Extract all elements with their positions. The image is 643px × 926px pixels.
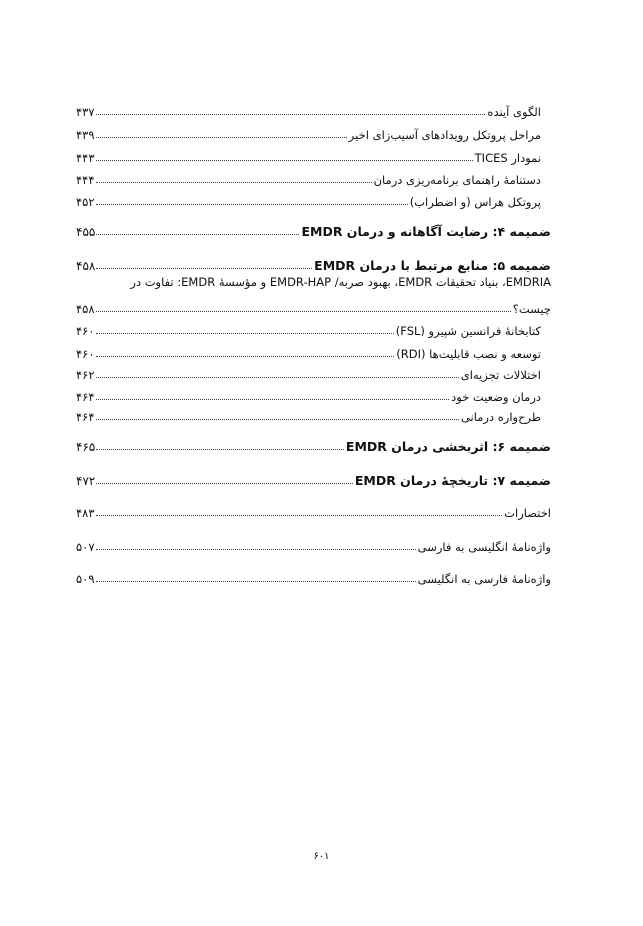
toc-entry[interactable] xyxy=(76,534,551,554)
toc-appendix-title: ضمیمه ۷: تاریخچهٔ درمان EMDR xyxy=(354,473,551,488)
toc-entry-page: ۴۶۴ xyxy=(76,390,95,404)
toc-entry-page: ۴۸۳ xyxy=(76,506,95,520)
dot-leader xyxy=(96,133,347,138)
toc-entry[interactable] xyxy=(76,318,551,338)
dot-leader xyxy=(96,110,486,115)
toc-entry[interactable] xyxy=(76,99,551,119)
toc-entry-title: طرح‌واره درمانی xyxy=(460,410,541,424)
dot-leader xyxy=(96,178,372,183)
dot-leader xyxy=(96,264,312,269)
dot-leader xyxy=(96,479,353,484)
toc-appendix-entry[interactable] xyxy=(76,219,551,239)
toc-entry[interactable] xyxy=(76,341,551,361)
toc-entry-title: اختلالات تجزیه‌ای xyxy=(460,368,541,382)
toc-appendix-entry[interactable] xyxy=(76,253,551,273)
dot-leader xyxy=(96,577,416,582)
toc-entry[interactable] xyxy=(76,189,551,209)
toc-appendix-page: ۴۵۸ xyxy=(76,259,96,273)
toc-entry-title: واژه‌نامهٔ فارسی به انگلیسی xyxy=(417,572,551,586)
toc-entry-page: ۴۳۹ xyxy=(76,128,95,142)
toc-entry[interactable] xyxy=(76,296,551,316)
toc-entry[interactable] xyxy=(76,122,551,142)
dot-leader xyxy=(96,373,459,378)
toc-entry-wrapped-line[interactable]: EMDRIA، بنیاد تحقیقات EMDR، بهبود صربه/ EMDR-HAP و مؤسسهٔ EMDR: تفاوت در xyxy=(130,275,551,289)
toc-entry-page: ۴۵۲ xyxy=(76,195,95,209)
toc-entry-title: درمان وضعیت خود xyxy=(451,390,541,404)
dot-leader xyxy=(96,307,511,312)
toc-entry[interactable] xyxy=(76,566,551,586)
toc-entry[interactable] xyxy=(76,167,551,187)
dot-leader xyxy=(96,445,344,450)
toc-entry-title: مراحل پروتکل رویدادهای آسیب‌زای اخیر xyxy=(348,128,541,142)
toc-entry-page: ۴۳۷ xyxy=(76,105,95,119)
toc-entry[interactable] xyxy=(76,362,551,382)
toc-entry-title: چیست؟ xyxy=(512,302,551,316)
dot-leader xyxy=(96,395,450,400)
toc-appendix-title: ضمیمه ۶: اثربخشی درمان EMDR xyxy=(345,439,551,454)
toc-entry-title: دستنامهٔ راهنمای برنامه‌ریزی درمان xyxy=(373,173,541,187)
toc-entry[interactable] xyxy=(76,500,551,520)
dot-leader xyxy=(96,230,299,235)
toc-appendix-page: ۴۵۵ xyxy=(76,225,96,239)
toc-entry-page: ۵۰۹ xyxy=(76,572,95,586)
toc-entry-title: الگوی آینده xyxy=(487,105,541,119)
toc-appendix-entry[interactable] xyxy=(76,434,551,454)
toc-appendix-page: ۴۷۲ xyxy=(76,474,96,488)
dot-leader xyxy=(96,352,395,357)
page-number: ۶۰۱ xyxy=(313,851,330,862)
toc-appendix-page: ۴۶۵ xyxy=(76,440,96,454)
toc-appendix-title: ضمیمه ۴: رضایت آگاهانه و درمان EMDR xyxy=(301,224,551,239)
dot-leader xyxy=(96,200,408,205)
toc-entry-page: ۴۴۳ xyxy=(76,151,95,165)
toc-entry[interactable] xyxy=(76,384,551,404)
toc-entry-page: ۴۴۴ xyxy=(76,173,95,187)
toc-entry-page: ۴۶۰ xyxy=(76,324,95,338)
toc-entry-title: کتابخانهٔ فرانسین شپیرو (FSL) xyxy=(395,324,541,338)
toc-entry-title: توسعه و نصب قابلیت‌ها (RDI) xyxy=(396,347,541,361)
toc-entry[interactable] xyxy=(76,145,551,165)
toc-entry-page: ۵۰۷ xyxy=(76,540,95,554)
toc-entry-page: ۴۶۲ xyxy=(76,368,95,382)
toc-entry-page: ۴۵۸ xyxy=(76,302,95,316)
toc-entry-title: پروتکل هراس (و اضطراب) xyxy=(409,195,541,209)
toc-entry-title: اختصارات xyxy=(504,506,551,520)
toc-entry[interactable] xyxy=(76,404,551,424)
dot-leader xyxy=(96,329,394,334)
dot-leader xyxy=(96,415,459,420)
toc-entry-page: ۴۶۴ xyxy=(76,410,95,424)
dot-leader xyxy=(96,545,416,550)
toc-appendix-title: ضمیمه ۵: منابع مرتبط با درمان EMDR xyxy=(314,258,551,273)
toc-entry-title: واژه‌نامهٔ انگلیسی به فارسی xyxy=(417,540,551,554)
toc-entry-title: نمودار TICES xyxy=(474,151,541,165)
dot-leader xyxy=(96,511,503,516)
toc-entry-page: ۴۶۰ xyxy=(76,347,95,361)
toc-appendix-entry[interactable] xyxy=(76,468,551,488)
dot-leader xyxy=(96,156,473,161)
